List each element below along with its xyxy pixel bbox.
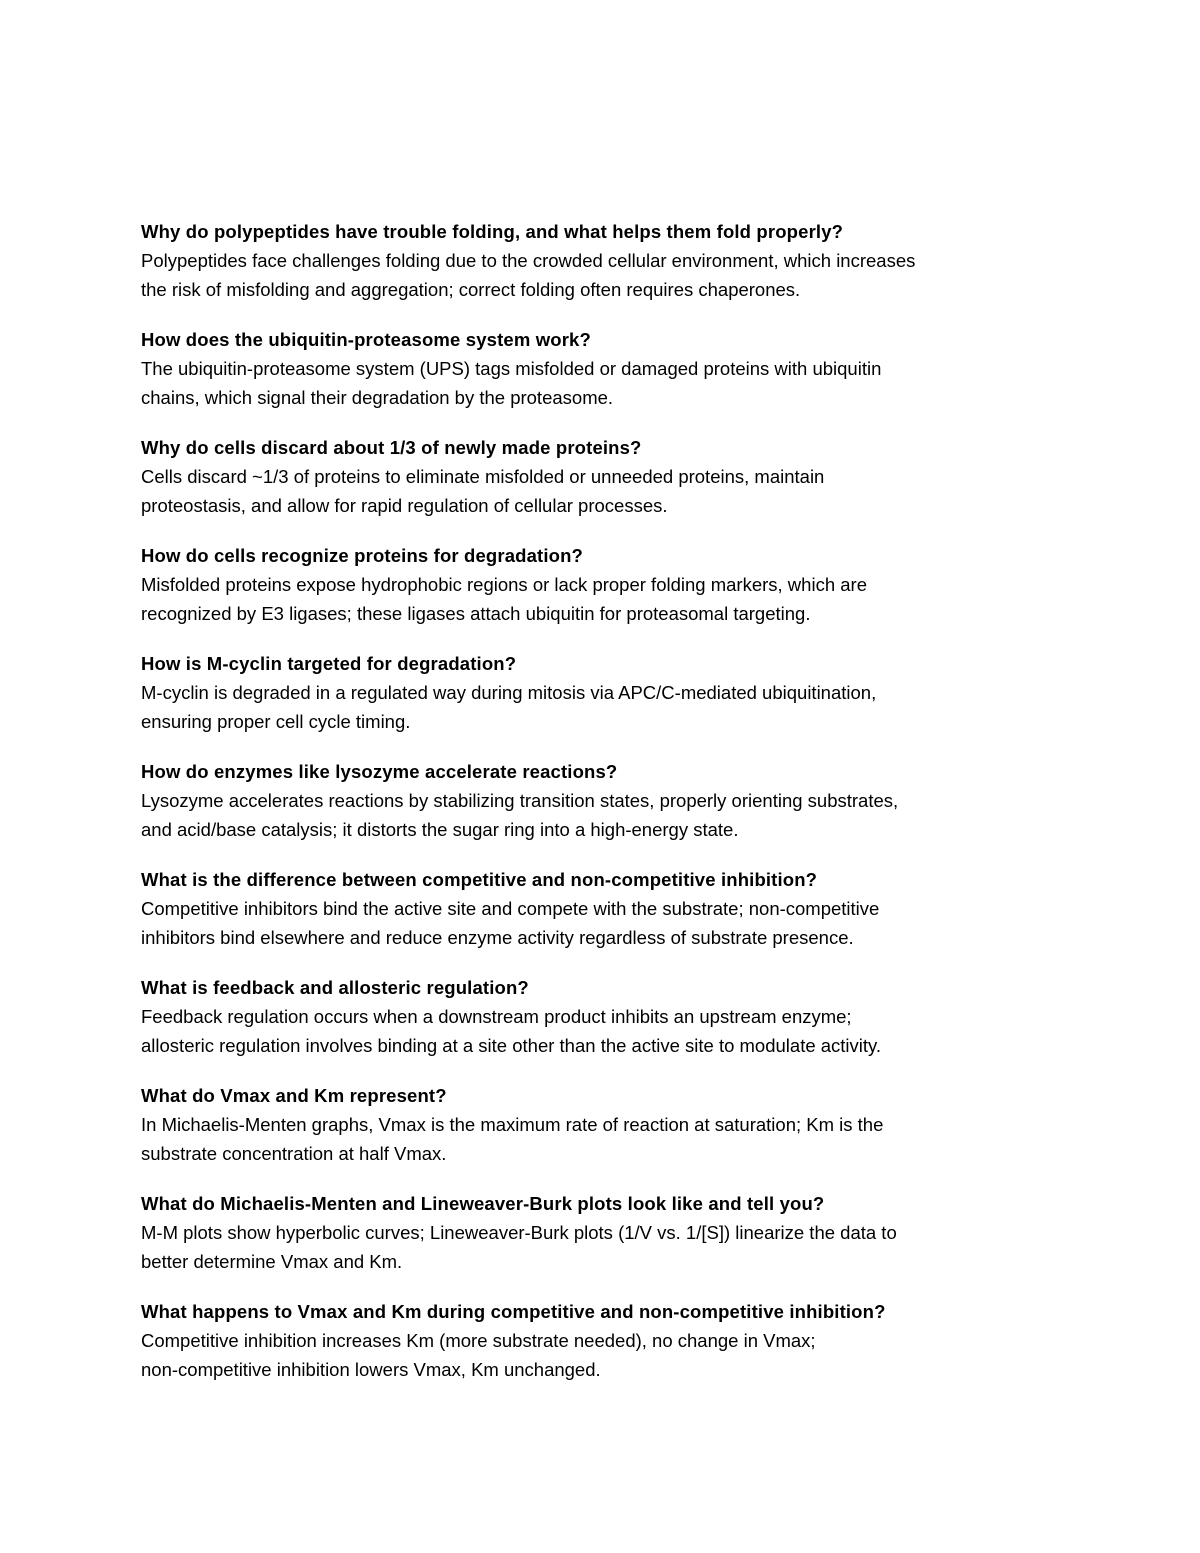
answer-text: Polypeptides face challenges folding due to the crowded cellular environment, which increases the risk of misfolding and aggregation; correct folding often requires chaperones. <box>141 250 916 300</box>
qa-item <box>141 541 1071 628</box>
question-heading: What is the difference between competitive and non-competitive inhibition? <box>141 869 818 890</box>
qa-item <box>141 757 1071 844</box>
question-heading: What is feedback and allosteric regulation? <box>141 977 529 998</box>
answer-text: Feedback regulation occurs when a downstream product inhibits an upstream enzyme; allosteric regulation involves binding at a site other than the active site to modulate activity. <box>141 1006 882 1056</box>
qa-item <box>141 325 1071 412</box>
answer-text: Competitive inhibitors bind the active site and compete with the substrate; non-competitive inhibitors bind elsewhere and reduce enzyme activity regardless of substrate presence. <box>141 898 880 948</box>
answer-text: In Michaelis-Menten graphs, Vmax is the maximum rate of reaction at saturation; Km is the substrate concentration at half Vmax. <box>141 1114 884 1164</box>
qa-item <box>141 433 1071 520</box>
question-heading: How do enzymes like lysozyme accelerate reactions? <box>141 761 618 782</box>
qa-item <box>141 649 1071 736</box>
question-heading: Why do polypeptides have trouble folding, and what helps them fold properly? <box>141 221 844 242</box>
question-heading: How is M-cyclin targeted for degradation? <box>141 653 517 674</box>
answer-text: The ubiquitin-proteasome system (UPS) tags misfolded or damaged proteins with ubiquitin chains, which signal their degradation by the proteasome. <box>141 358 882 408</box>
answer-text: M-M plots show hyperbolic curves; Lineweaver-Burk plots (1/V vs. 1/[S]) linearize the data to better determine Vmax and Km. <box>141 1222 897 1272</box>
qa-item <box>141 1081 1071 1168</box>
answer-text: Cells discard ~1/3 of proteins to eliminate misfolded or unneeded proteins, maintain proteostasis, and allow for rapid regulation of cellular processes. <box>141 466 825 516</box>
question-heading: What do Michaelis-Menten and Lineweaver-Burk plots look like and tell you? <box>141 1193 825 1214</box>
qa-item <box>141 1297 1071 1384</box>
answer-text: Misfolded proteins expose hydrophobic regions or lack proper folding markers, which are recognized by E3 ligases; these ligases attach ubiquitin for proteasomal targeting. <box>141 574 867 624</box>
question-heading: How does the ubiquitin-proteasome system work? <box>141 329 591 350</box>
qa-item <box>141 1189 1071 1276</box>
qa-list <box>141 217 1071 1405</box>
qa-item <box>141 217 1071 304</box>
answer-text: Lysozyme accelerates reactions by stabilizing transition states, properly orienting substrates, and acid/base catalysis; it distorts the sugar ring into a high-energy state. <box>141 790 899 840</box>
answer-text: Competitive inhibition increases Km (more substrate needed), no change in Vmax; non-competitive inhibition lowers Vmax, Km unchanged. <box>141 1330 816 1380</box>
question-heading: What do Vmax and Km represent? <box>141 1085 447 1106</box>
answer-text: M-cyclin is degraded in a regulated way during mitosis via APC/C-mediated ubiquitination, ensuring proper cell cycle timing. <box>141 682 877 732</box>
qa-item <box>141 865 1071 952</box>
qa-item <box>141 973 1071 1060</box>
question-heading: What happens to Vmax and Km during competitive and non-competitive inhibition? <box>141 1301 886 1322</box>
question-heading: How do cells recognize proteins for degradation? <box>141 545 584 566</box>
question-heading: Why do cells discard about 1/3 of newly made proteins? <box>141 437 642 458</box>
